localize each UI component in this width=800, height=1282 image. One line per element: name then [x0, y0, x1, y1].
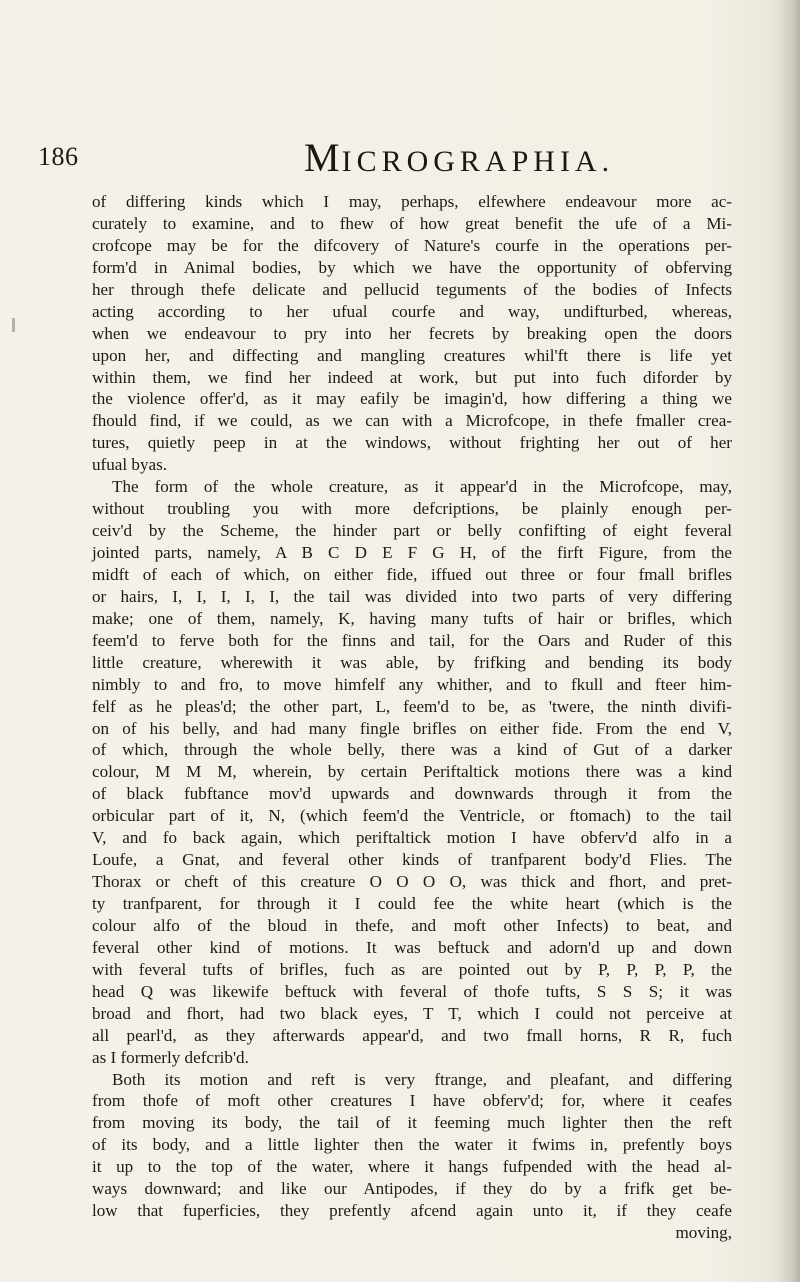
text-line: of its body, and a little lighter then the water it fwims in, prefently boys: [92, 1135, 732, 1155]
text-line: with feveral tufts of brifles, fuch as are pointed out by P, P, P, P, the: [92, 959, 732, 979]
page-number: 186: [38, 142, 79, 171]
text-line: feem'd to ferve both for the finns and tail, for the Oars and Ruder of this: [92, 630, 732, 650]
text-line: or hairs, I, I, I, I, I, the tail was divided into two parts of very differing: [92, 586, 732, 606]
text-line: it up to the top of the water, where it hangs fufpended with the head al-: [92, 1157, 732, 1177]
page-header: [38, 134, 758, 182]
text-line: on of his belly, and had many fingle brifles on either fide. From the end V,: [92, 718, 732, 738]
text-line: within them, we find her indeed at work, but put into fuch diforder by: [92, 367, 732, 387]
text-line: felf as he pleas'd; the other part, L, feem'd to be, as 'twere, the ninth divifi-: [92, 696, 732, 716]
text-line: from moving its body, the tail of it feeming much lighter then the reft: [92, 1113, 732, 1133]
text-line: colour alfo of the bloud in thefe, and moft other Infects) to beat, and: [92, 915, 732, 935]
text-line: head Q was likewife beftuck with feveral of thofe tufts, S S S; it was: [92, 981, 732, 1001]
text-line: feveral other kind of motions. It was beftuck and adorn'd up and down: [92, 937, 732, 957]
text-line: colour, M M M, wherein, by certain Periftaltick motions there was a kind: [92, 762, 732, 782]
text-line: of differing kinds which I may, perhaps, elfewhere endeavour more ac-: [92, 192, 732, 211]
text-line: jointed parts, namely, A B C D E F G H, of the firft Figure, from the: [92, 543, 732, 562]
paragraph-start-line: The form of the whole creature, as it appear'd in the Microfcope, may,: [112, 477, 732, 497]
text-line: fhould find, if we could, as we can with a Microfcope, in thefe fmaller crea-: [92, 411, 732, 431]
catchword: moving,: [675, 1223, 732, 1243]
text-line: form'd in Animal bodies, by which we have the opportunity of obferving: [92, 257, 732, 277]
paragraph-start-line: Both its motion and reft is very ftrange, and pleafant, and differing: [112, 1069, 732, 1089]
text-line: little creature, wherewith it was able, by frifking and bending its body: [92, 652, 732, 672]
text-line: without troubling you with more defcriptions, be plainly enough per-: [92, 499, 732, 519]
text-line: make; one of them, namely, K, having many tufts of hair or brifles, which: [92, 608, 732, 628]
text-line: of which, through the whole belly, there was a kind of Gut of a darker: [92, 740, 732, 760]
text-line: V, and fo back again, which periftaltick motion I have obferv'd alfo in a: [92, 828, 732, 848]
running-title: [304, 134, 614, 181]
text-line: when we endeavour to pry into her fecrets by breaking open the doors: [92, 323, 732, 343]
text-line: Loufe, a Gnat, and feveral other kinds of tranfparent body'd Flies. The: [92, 850, 732, 870]
text-line: tures, quietly peep in at the windows, without frighting her out of her: [92, 433, 732, 453]
text-line: acting according to her ufual courfe and way, undifturbed, whereas,: [92, 301, 732, 321]
page-edge-shadow: [778, 0, 800, 1282]
running-title-rest: ICROGRAPHIA.: [341, 145, 615, 178]
text-line: of black fubftance mov'd upwards and downwards through it from the: [92, 784, 732, 804]
text-line: crofcope may be for the difcovery of Nature's courfe in the operations per-: [92, 235, 732, 255]
text-line: curately to examine, and to fhew of how great benefit the ufe of a Mi-: [92, 213, 732, 233]
text-line: the violence offer'd, as it may eafily be imagin'd, how differing a thing we: [92, 389, 732, 409]
text-line: her through thefe delicate and pellucid teguments of the bodies of Infects: [92, 279, 732, 299]
text-line: upon her, and diffecting and mangling creatures whil'ft there is life yet: [92, 345, 732, 365]
text-line: nimbly to and fro, to move himfelf any whither, and to fkull and fteer him-: [92, 674, 732, 694]
text-line: all pearl'd, as they afterwards appear'd, and two fmall horns, R R, fuch: [92, 1025, 732, 1045]
text-line: low that fuperficies, they prefently afcend again unto it, if they ceafe: [92, 1201, 732, 1221]
text-line: ty tranfparent, for through it I could fee the white heart (which is the: [92, 894, 732, 913]
body-text: [92, 191, 732, 1244]
text-line: ufual byas.: [92, 455, 168, 475]
text-line: from thofe of moft other creatures I have obferv'd; for, where it ceafes: [92, 1091, 732, 1111]
text-line: broad and fhort, had two black eyes, T T, which I could not perceive at: [92, 1003, 732, 1023]
text-line: as I formerly defcrib'd.: [92, 1047, 249, 1067]
running-title-initial: M: [304, 135, 342, 180]
ink-mark: [12, 318, 15, 332]
text-line: ways downward; and like our Antipodes, if they do by a frifk get be-: [92, 1179, 732, 1199]
text-line: Thorax or cheft of this creature O O O O, was thick and fhort, and pret-: [92, 872, 732, 892]
text-line: midft of each of which, on either fide, iffued out three or four fmall brifles: [92, 564, 732, 584]
text-line: orbicular part of it, N, (which feem'd the Ventricle, or ftomach) to the tail: [92, 806, 732, 826]
text-line: ceiv'd by the Scheme, the hinder part or belly confifting of eight feveral: [92, 521, 732, 541]
